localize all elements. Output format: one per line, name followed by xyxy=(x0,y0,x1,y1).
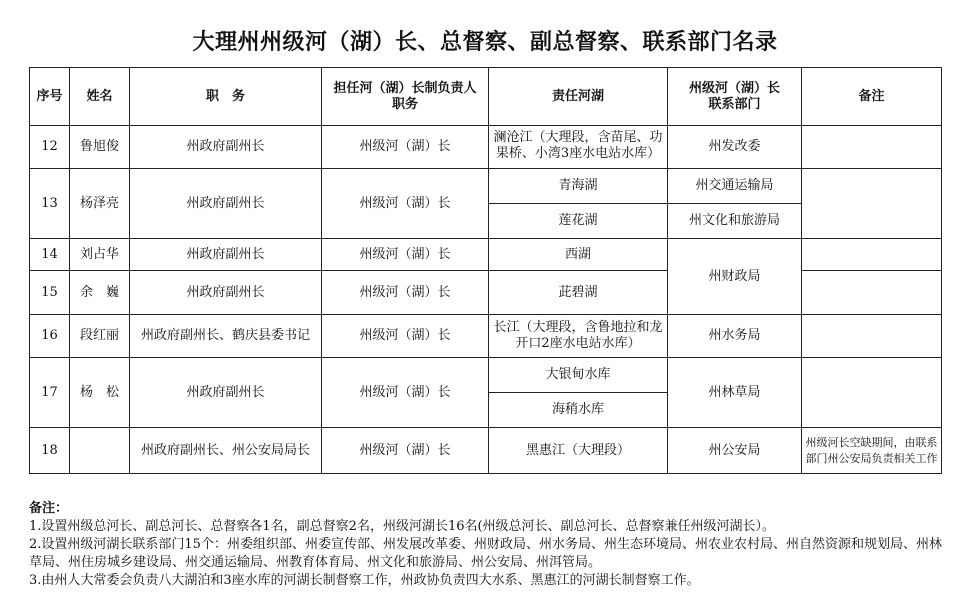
row-role: 州级河（湖）长 xyxy=(322,169,489,239)
row-post: 州政府副州长 xyxy=(130,169,322,239)
row-river: 西湖 xyxy=(489,239,668,271)
header-dept-line2: 联系部门 xyxy=(708,96,761,112)
row-seq: 18 xyxy=(30,428,70,474)
header-name: 姓名 xyxy=(70,68,130,126)
row-role: 州级河（湖）长 xyxy=(322,239,489,271)
header-post: 职 务 xyxy=(130,68,322,126)
row-role: 州级河（湖）长 xyxy=(322,428,489,474)
header-role-line1: 担任河（湖）长制负责人 xyxy=(333,80,477,96)
header-role xyxy=(322,68,489,126)
row-river-text: 澜沧江（大理段，含苗尾、功果桥、小湾3座水电站水库） xyxy=(493,130,663,161)
row-river xyxy=(489,126,668,169)
row-seq: 13 xyxy=(30,169,70,239)
row-dept: 州发改委 xyxy=(668,126,802,169)
row-seq: 16 xyxy=(30,315,70,358)
row-dept: 州交通运输局 xyxy=(668,169,802,204)
row-name: 段红丽 xyxy=(70,315,130,358)
row-post: 州政府副州长 xyxy=(130,271,322,315)
roster-table xyxy=(29,67,942,474)
row-seq: 17 xyxy=(30,358,70,428)
row-name: 杨泽亮 xyxy=(70,169,130,239)
row-role: 州级河（湖）长 xyxy=(322,358,489,428)
table-row xyxy=(30,271,942,315)
header-role-line2: 职务 xyxy=(391,96,418,112)
table-header-row xyxy=(30,68,942,126)
table-row xyxy=(30,358,942,393)
row-remark xyxy=(802,169,942,239)
row-dept: 州公安局 xyxy=(668,428,802,474)
row-role: 州级河（湖）长 xyxy=(322,315,489,358)
header-remark: 备注 xyxy=(802,68,942,126)
row-river: 海稍水库 xyxy=(489,393,668,428)
row-dept: 州水务局 xyxy=(668,315,802,358)
table-row xyxy=(30,169,942,204)
table-row xyxy=(30,315,942,358)
row-river: 莲花湖 xyxy=(489,204,668,239)
table-row xyxy=(30,428,942,474)
row-role: 州级河（湖）长 xyxy=(322,271,489,315)
note-item: 1.设置州级总河长、副总河长、总督察各1名，副总督察2名，州级河湖长16名(州级总河长、副总河长、总督察兼任州级河湖长）。 xyxy=(29,519,776,534)
note-item: 3.由州人大常委会负责八大湖泊和3座水库的河湖长制督察工作，州政协负责四大水系、黑惠江的河湖长制督察工作。 xyxy=(29,573,700,588)
row-seq: 12 xyxy=(30,126,70,169)
header-dept xyxy=(668,68,802,126)
row-post: 州政府副州长 xyxy=(130,239,322,271)
row-name: 余 巍 xyxy=(70,271,130,315)
notes-section xyxy=(29,500,944,590)
row-name xyxy=(70,428,130,474)
row-remark xyxy=(802,126,942,169)
row-river: 黑惠江（大理段） xyxy=(489,428,668,474)
row-remark xyxy=(802,358,942,428)
notes-heading: 备注： xyxy=(29,501,69,516)
table-row xyxy=(30,126,942,169)
row-dept: 州林草局 xyxy=(668,358,802,428)
row-dept-shared: 州财政局 xyxy=(668,239,802,315)
row-dept: 州文化和旅游局 xyxy=(668,204,802,239)
row-name: 鲁旭俊 xyxy=(70,126,130,169)
row-remark xyxy=(802,315,942,358)
table-row xyxy=(30,239,942,271)
row-seq: 14 xyxy=(30,239,70,271)
row-river: 茈碧湖 xyxy=(489,271,668,315)
row-remark xyxy=(802,271,942,315)
row-remark xyxy=(802,239,942,271)
row-role: 州级河（湖）长 xyxy=(322,126,489,169)
row-name: 刘占华 xyxy=(70,239,130,271)
page-title: 大理州州级河（湖）长、总督察、副总督察、联系部门名录 xyxy=(192,30,778,55)
row-river: 长江（大理段，含鲁地拉和龙开口2座水电站水库） xyxy=(489,315,668,358)
row-river: 大银甸水库 xyxy=(489,358,668,393)
row-river: 青海湖 xyxy=(489,169,668,204)
header-river: 责任河湖 xyxy=(489,68,668,126)
row-name: 杨 松 xyxy=(70,358,130,428)
header-seq: 序号 xyxy=(30,68,70,126)
row-post: 州政府副州长 xyxy=(130,126,322,169)
row-post: 州政府副州长、鹤庆县委书记 xyxy=(130,315,322,358)
row-seq: 15 xyxy=(30,271,70,315)
row-remark: 州级河长空缺期间，由联系部门州公安局负责相关工作 xyxy=(802,428,942,474)
header-dept-line1: 州级河（湖）长 xyxy=(688,80,780,96)
row-post: 州政府副州长 xyxy=(130,358,322,428)
row-post: 州政府副州长、州公安局局长 xyxy=(130,428,322,474)
note-item: 2.设置州级河湖长联系部门15个：州委组织部、州委宣传部、州发展改革委、州财政局、州水务局、州生态环境局、州农业农村局、州自然资源和规划局、州林草局、州住房城乡建设局、州交通运输局、州教育体育局、州文化和旅游局、州公安局、州洱管局。 xyxy=(29,537,942,570)
